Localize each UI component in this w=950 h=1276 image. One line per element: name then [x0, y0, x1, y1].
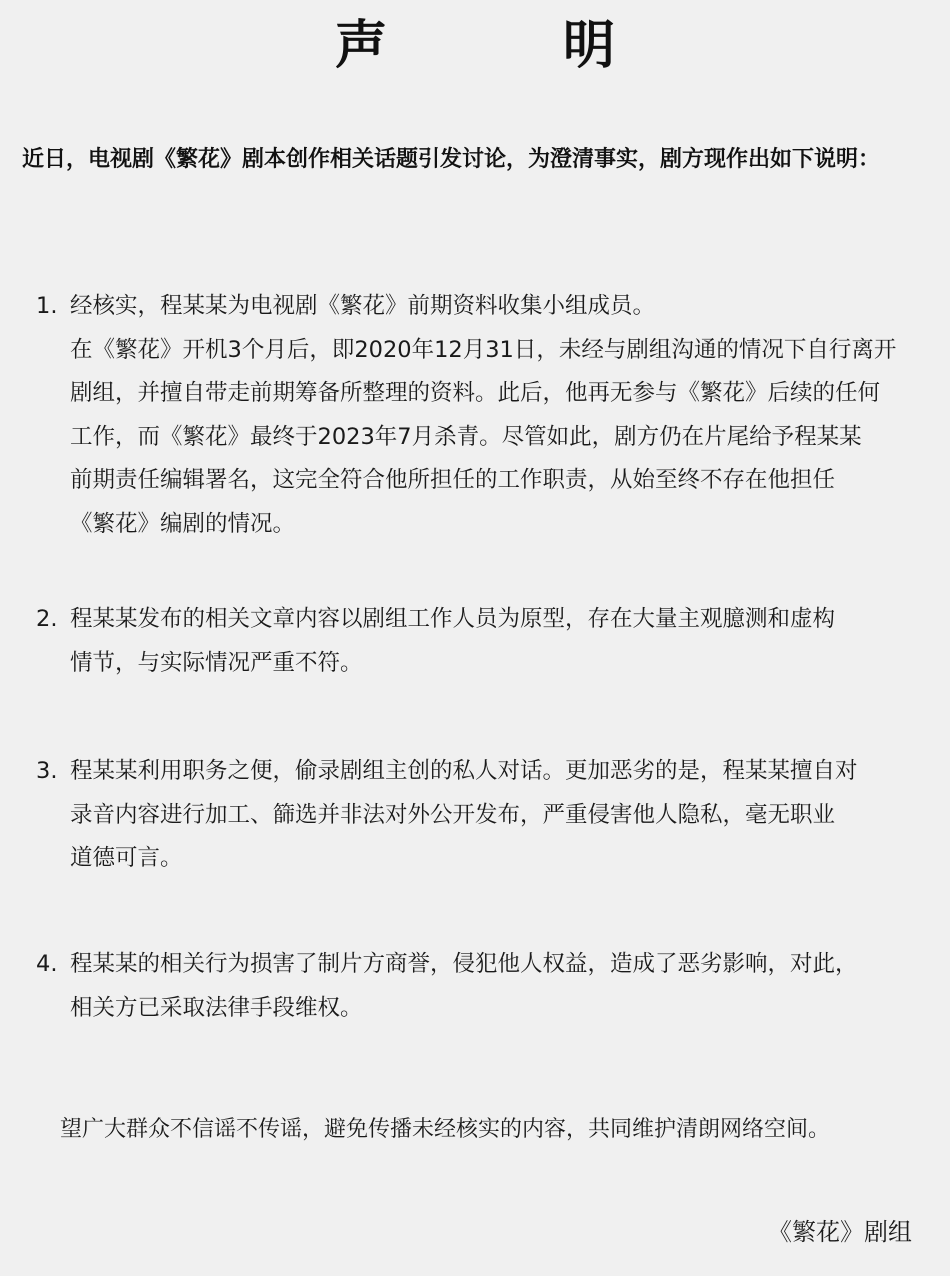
item-line: 道德可言。: [70, 845, 183, 871]
item-body: [70, 285, 924, 546]
item-number: 1.: [36, 293, 58, 319]
item-number: 3.: [36, 758, 58, 784]
item-body: [70, 598, 924, 685]
item-number: 2.: [36, 606, 58, 632]
list-item: [36, 285, 924, 546]
intro-paragraph: 近日，电视剧《繁花》剧本创作相关话题引发讨论，为澄清事实，剧方现作出如下说明：: [22, 147, 881, 172]
item-number: 4.: [36, 951, 58, 977]
item-line: 录音内容进行加工、篩选并非法对外公开发布，严重侵害他人隐私，毫无职业: [70, 801, 836, 828]
item-line: 前期责任编辑署名，这完全符合他所担任的工作职责，从始至终不存在他担任: [70, 467, 836, 493]
item-line: 情节，与实际情况严重不符。: [70, 649, 363, 676]
item-line: 剧组，并擅自带走前期筹备所整理的资料。此后，他再无参与《繁花》后续的任何: [70, 380, 881, 406]
item-body: [70, 750, 924, 881]
list-item: [36, 943, 924, 1030]
item-line: 程某某发布的相关文章内容以剧组工作人员为原型，存在大量主观臆测和虚构: [70, 606, 836, 632]
item-line: 程某某的相关行为损害了制片方商誉，侵犯他人权益，造成了恶劣影响，对此，: [70, 951, 858, 977]
item-body: [70, 943, 924, 1030]
list-item: [36, 750, 924, 881]
item-line: 经核实，程某某为电视剧《繁花》前期资料收集小组成员。: [70, 293, 656, 319]
list-item: [36, 598, 924, 685]
signature: 《繁花》剧组: [768, 1218, 912, 1246]
item-line: 程某某利用职务之便，偷录剧组主创的私人对话。更加恶劣的是，程某某擅自对: [70, 758, 858, 784]
item-line: 工作，而《繁花》最终于2023年7月杀青。尽管如此，剧方仍在片尾给予程某某: [70, 423, 862, 450]
item-line: 相关方已采取法律手段维权。: [70, 994, 363, 1021]
item-line: 在《繁花》开机3个月后，即2020年12月31日，未经与剧组沟通的情况下自行离开: [70, 336, 897, 363]
closing-paragraph: 望广大群众不信谣不传谣，避免传播未经核实的内容，共同维护清朗网络空间。: [60, 1117, 831, 1142]
item-line: 《繁花》编剧的情况。: [70, 510, 296, 537]
page-title: 声 明: [334, 15, 677, 76]
